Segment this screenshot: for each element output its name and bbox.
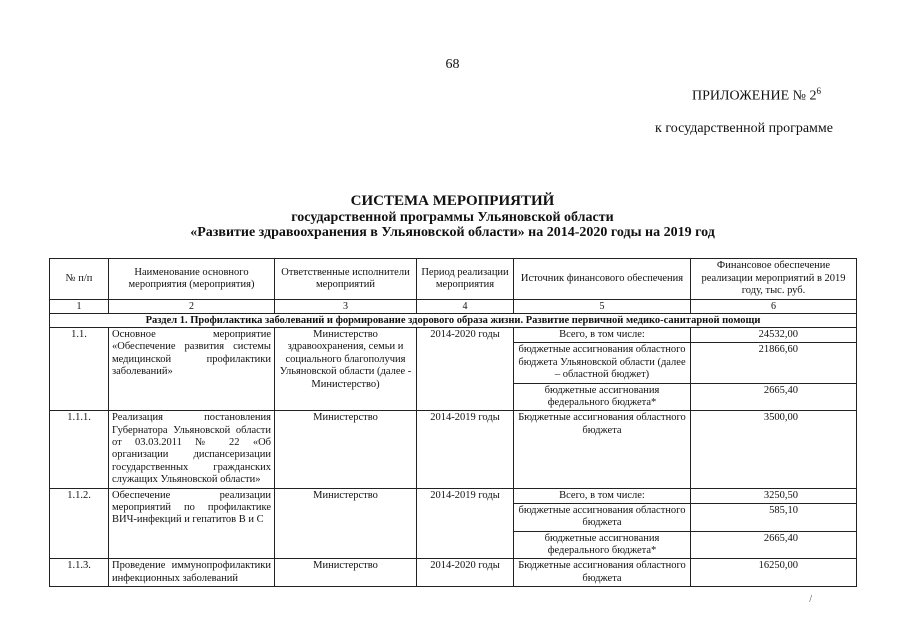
column-index-row	[50, 300, 857, 314]
section-row	[50, 314, 857, 328]
column-index: 2	[109, 300, 275, 314]
column-header: № п/п	[50, 259, 109, 300]
measure-name: Обеспечение реализации мероприятий по профилактике ВИЧ-инфекций и гепатитов В и С	[109, 488, 275, 559]
row-number: 1.1.1.	[50, 411, 109, 488]
to-program-label: к государственной программе	[655, 121, 833, 136]
column-header: Период реализации мероприятия	[417, 259, 514, 300]
table-header-row	[50, 259, 857, 300]
appendix-text: ПРИЛОЖЕНИЕ № 2	[692, 88, 817, 104]
column-index: 5	[514, 300, 691, 314]
table-row	[50, 328, 857, 343]
responsible-executor: Министерство	[275, 488, 417, 559]
measure-name: Основное мероприятие «Обеспечение развития системы медицинской профилактики заболеваний»	[109, 328, 275, 411]
funding-source: Всего, в том числе:	[514, 328, 691, 343]
implementation-period: 2014-2020 годы	[417, 328, 514, 411]
measure-name: Реализация постановления Губернатора Ульяновской области от 03.03.2011 № 22 «Об организации диспансеризации государственных гражданских служащих Ульяновской области»	[109, 411, 275, 488]
appendix-label	[692, 86, 821, 105]
implementation-period: 2014-2019 годы	[417, 411, 514, 488]
row-number: 1.1.3.	[50, 559, 109, 587]
row-number: 1.1.2.	[50, 488, 109, 559]
column-header: Наименование основного мероприятия (мероприятия)	[109, 259, 275, 300]
funding-source: бюджетные ассигнования федерального бюджета*	[514, 383, 691, 411]
funding-amount: 2665,40	[691, 383, 857, 411]
responsible-executor: Министерство	[275, 559, 417, 587]
document-subtitle-program: «Развитие здравоохранения в Ульяновской области» на 2014-2020 годы на 2019 год	[190, 225, 715, 240]
page-number: 68	[445, 57, 460, 72]
column-header: Источник финансового обеспечения	[514, 259, 691, 300]
table-row	[50, 488, 857, 503]
column-index: 4	[417, 300, 514, 314]
funding-amount: 3500,00	[691, 411, 857, 488]
funding-source: Бюджетные ассигнования областного бюджета	[514, 411, 691, 488]
document-title: СИСТЕМА МЕРОПРИЯТИЙ	[350, 193, 555, 209]
document-subtitle: государственной программы Ульяновской области	[291, 210, 614, 225]
appendix-superscript: 6	[816, 86, 821, 96]
corner-mark: /	[809, 594, 812, 605]
responsible-executor: Министерство здравоохранения, семьи и социального благополучия Ульяновской области (далее - Министерство)	[275, 328, 417, 411]
measure-name: Проведение иммунопрофилактики инфекционных заболеваний	[109, 559, 275, 587]
funding-source: бюджетные ассигнования областного бюджета	[514, 503, 691, 531]
funding-amount: 3250,50	[691, 488, 857, 503]
funding-source: Всего, в том числе:	[514, 488, 691, 503]
column-header: Финансовое обеспечение реализации мероприятий в 2019 году, тыс. руб.	[691, 259, 857, 300]
funding-source: бюджетные ассигнования областного бюджета Ульяновской области (далее – областной бюджет)	[514, 343, 691, 383]
measures-table	[49, 258, 857, 587]
funding-source: Бюджетные ассигнования областного бюджета	[514, 559, 691, 587]
funding-amount: 2665,40	[691, 531, 857, 559]
row-number: 1.1.	[50, 328, 109, 411]
table-row	[50, 559, 857, 587]
table-row	[50, 411, 857, 488]
funding-amount: 21866,60	[691, 343, 857, 383]
funding-amount: 16250,00	[691, 559, 857, 587]
column-index: 6	[691, 300, 857, 314]
column-index: 3	[275, 300, 417, 314]
implementation-period: 2014-2019 годы	[417, 488, 514, 559]
funding-amount: 24532,00	[691, 328, 857, 343]
column-index: 1	[50, 300, 109, 314]
responsible-executor: Министерство	[275, 411, 417, 488]
section-title: Раздел 1. Профилактика заболеваний и формирование здорового образа жизни. Развитие первичной медико-санитарной помощи	[50, 314, 857, 328]
column-header: Ответственные исполнители мероприятий	[275, 259, 417, 300]
funding-source: бюджетные ассигнования федерального бюджета*	[514, 531, 691, 559]
implementation-period: 2014-2020 годы	[417, 559, 514, 587]
funding-amount: 585,10	[691, 503, 857, 531]
